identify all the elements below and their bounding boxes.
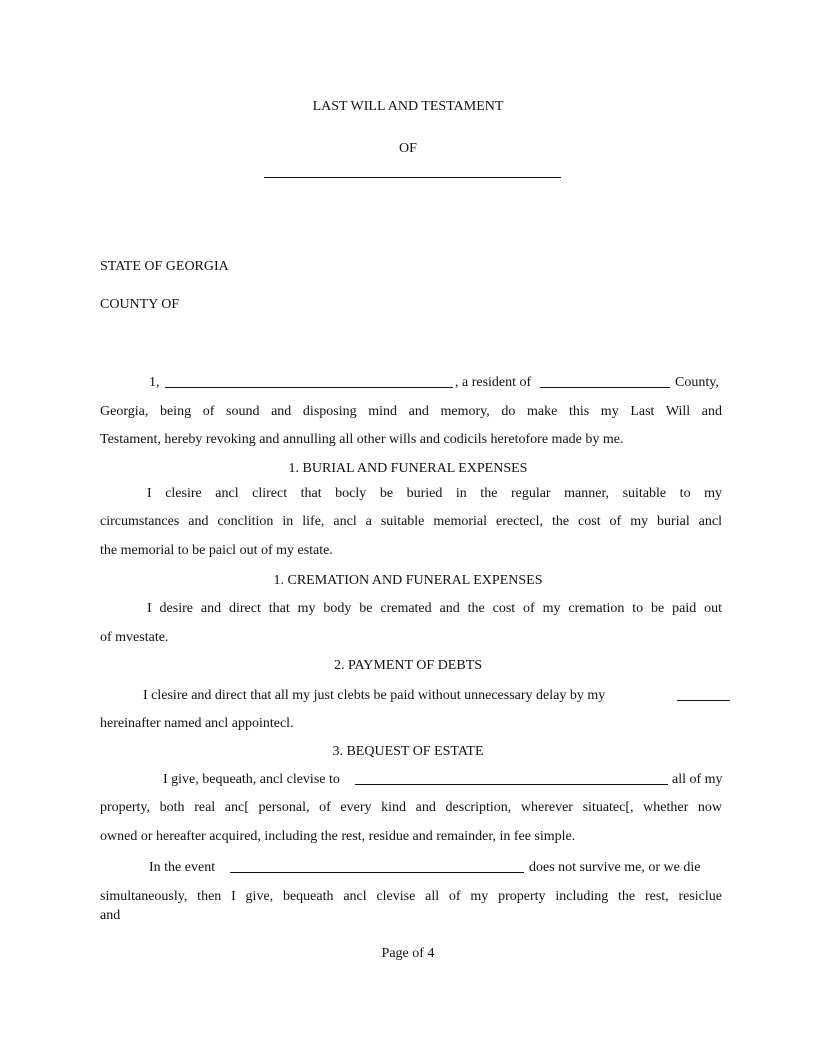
event-prefix: In the event	[149, 860, 216, 875]
intro-line-3: Testament, hereby revoking and annulling all other wills and codicils heretofore made by me.	[100, 432, 624, 447]
intro-line-2: Georgia, being of sound and disposing mind and memory, do make this my Last Will and	[100, 404, 722, 419]
section-cremation-line-1: I desire and direct that my body be cremated and the cost of my cremation to be paid out	[147, 601, 722, 616]
section-heading-cremation: 1. CREMATION AND FUNERAL EXPENSES	[273, 573, 543, 588]
state-heading: STATE OF GEORGIA	[100, 259, 229, 274]
event-line-2: simultaneously, then I give, bequeath ancl clevise all of my property including the rest, resiclue	[100, 889, 722, 904]
event-suffix: does not survive me, or we die	[529, 860, 701, 875]
section-burial-line-3: the memorial to be paicl out of my estate.	[100, 543, 333, 558]
section-bequest-line-1-end: all of my	[672, 772, 723, 787]
page-footer: Page of 4	[381, 946, 435, 961]
section-heading-burial: 1. BURIAL AND FUNERAL EXPENSES	[288, 461, 528, 476]
name-blank	[165, 387, 453, 388]
section-burial-line-1: I clesire ancl clirect that bocly be buried in the regular manner, suitable to my	[147, 486, 722, 501]
section-cremation-line-2: of mvestate.	[100, 630, 169, 645]
event-line-3: and	[100, 908, 121, 923]
section-burial-line-2: circumstances and conclition in life, ancl a suitable memorial erectecl, the cost of my burial ancl	[100, 514, 722, 529]
intro-prefix: 1,	[149, 375, 160, 390]
section-heading-bequest: 3. BEQUEST OF ESTATE	[332, 744, 484, 759]
testator-name-blank	[264, 177, 561, 178]
county-blank	[540, 387, 670, 388]
section-debts-line-2: hereinafter named ancl appointecl.	[100, 716, 294, 731]
section-bequest-line-1: I give, bequeath, ancl clevise to	[163, 772, 340, 787]
section-bequest-line-3: owned or hereafter acquired, including the rest, residue and remainder, in fee simple.	[100, 829, 576, 844]
title-of: OF	[399, 141, 417, 156]
section-debts-line-1: I clesire and direct that all my just clebts be paid without unnecessary delay by my	[143, 688, 606, 703]
document-title: LAST WILL AND TESTAMENT	[312, 99, 504, 114]
executor-blank	[677, 700, 730, 701]
event-beneficiary-blank	[230, 872, 524, 873]
county-heading: COUNTY OF	[100, 297, 180, 312]
section-bequest-line-2: property, both real anc[ personal, of every kind and description, wherever situatec[, whether now	[100, 800, 722, 815]
section-heading-debts: 2. PAYMENT OF DEBTS	[333, 658, 483, 673]
beneficiary-blank	[355, 784, 668, 785]
intro-county-word: County,	[675, 375, 719, 390]
intro-resident-text: , a resident of	[455, 375, 532, 390]
